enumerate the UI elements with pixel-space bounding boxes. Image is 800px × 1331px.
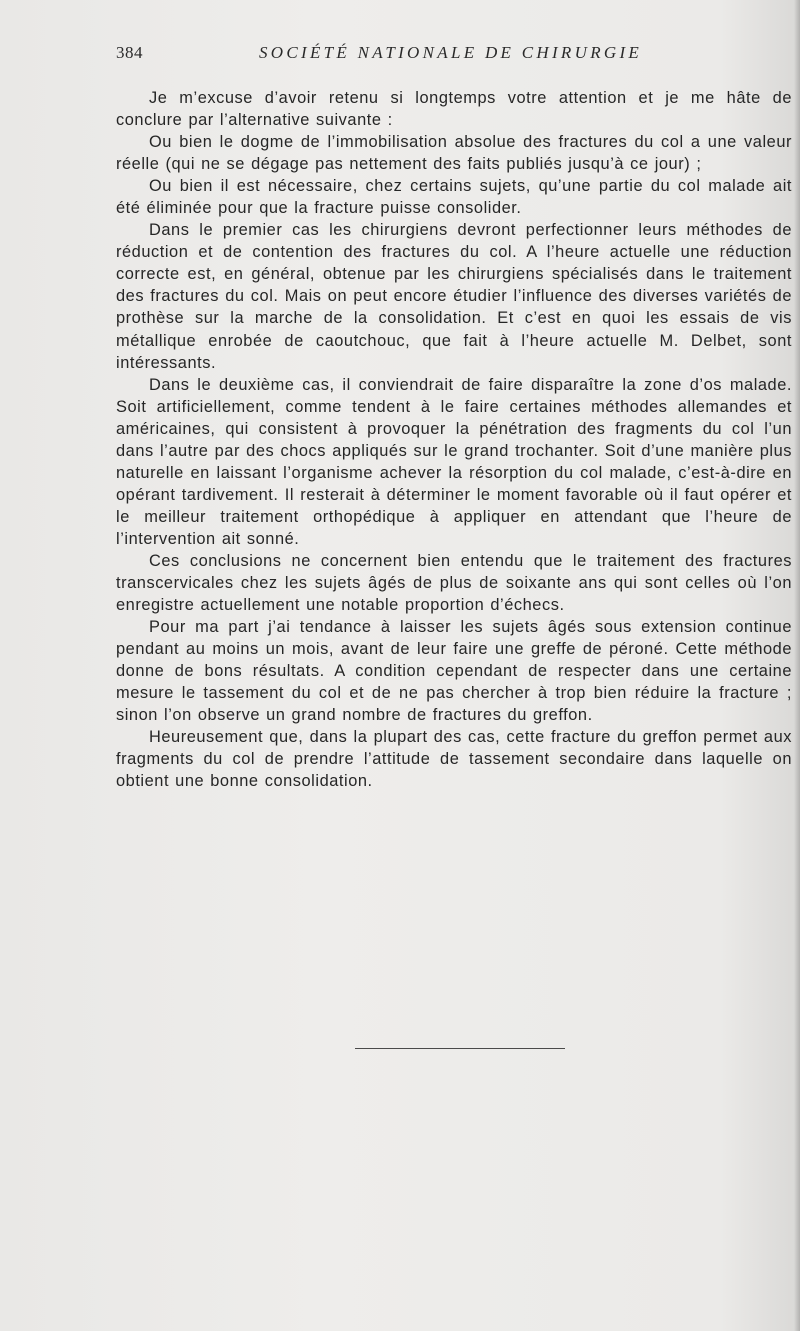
paragraph: Pour ma part j’ai tendance à laisser les sujets âgés sous extension continue pendant au moins un mois, avant de leur faire une greffe de péroné. Cette méthode donne de bons résultats. A condition cependant de respecter dans une certaine mesure le tassement du col et de ne pas chercher à trop bien réduire la fracture ; sinon l’on observe un grand nombre de fractures du greffon.: [116, 618, 792, 725]
body-text: [116, 87, 792, 793]
paragraph: Ou bien le dogme de l’immobilisation absolue des fractures du col a une valeur réelle (qui ne se dégage pas nettement des faits publiés jusqu’à ce jour) ;: [116, 133, 792, 174]
paragraph: Heureusement que, dans la plupart des cas, cette fracture du greffon permet aux fragments du col de prendre l’attitude de tassement secondaire dans laquelle on obtient une bonne consolidation.: [116, 728, 792, 791]
page-number: 384: [116, 43, 143, 62]
section-end-rule: [355, 1048, 565, 1049]
paragraph: Ou bien il est nécessaire, chez certains sujets, qu’une partie du col malade ait été éliminée pour que la fracture puisse consolider.: [116, 177, 792, 218]
paragraph: Dans le premier cas les chirurgiens devront perfectionner leurs méthodes de réduction et de contention des fractures du col. A l’heure actuelle une réduction correcte est, en général, obtenue par les chirurgiens spécialisés dans le traitement des fractures du col. Mais on peut encore étudier l’influence des diverses variétés de prothèse sur la marche de la consolidation. Et c’est en quoi les essais de vis métallique enrobée de caoutchouc, que fait à l’heure actuelle M. Delbet, sont intéressants.: [116, 221, 792, 372]
paragraph: Ces conclusions ne concernent bien entendu que le traitement des fractures transcervicales chez les sujets âgés de plus de soixante ans qui sont celles où l’on enregistre actuellement une notable proportion d’échecs.: [116, 551, 792, 615]
running-title: SOCIÉTÉ NATIONALE DE CHIRURGIE: [259, 43, 643, 62]
paragraph: Dans le deuxième cas, il conviendrait de faire disparaître la zone d’os malade. Soit artificiellement, comme tendent à le faire certaines méthodes allemandes et américaines, qui consistent à provoquer la pénétration des fragments du col l’un dans l’autre par des chocs appliqués sur le grand trochanter. Soit d’une manière plus naturelle en laissant l’organisme achever la résorption du col malade, c’est-à-dire en opérant tardivement. Il resterait à déterminer le moment favorable où il faut opérer et le meilleur traitement orthopédique à appliquer en attendant que l’heure de l’intervention ait sonné.: [116, 375, 792, 548]
page-edge-shadow: [794, 0, 800, 1331]
page-header: [116, 43, 791, 67]
paragraph: Je m’excuse d’avoir retenu si longtemps votre attention et je me hâte de conclure par l’alternative suivante :: [116, 89, 792, 130]
